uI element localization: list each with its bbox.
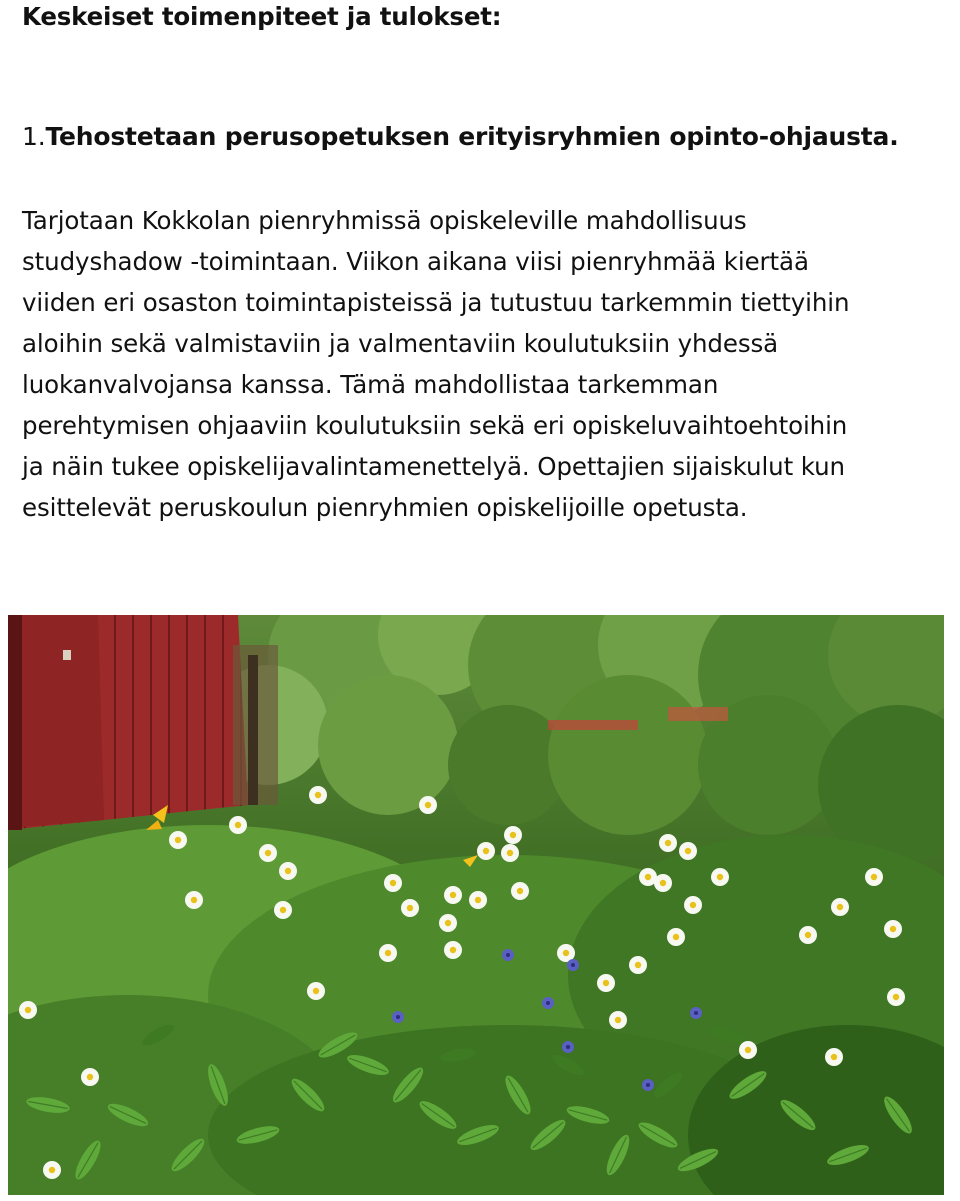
numbered-item [22,121,899,153]
paragraph-line: aloihin sekä valmistaviin ja valmentaviin koulutuksiin yhdessä [22,329,779,358]
page-heading: Keskeiset toimenpiteet ja tulokset: [22,2,502,31]
garden-photo [8,615,944,1195]
paragraph-line: Tarjotaan Kokkolan pienryhmissä opiskeleville mahdollisuus [22,206,747,235]
paragraph-line: ja näin tukee opiskelijavalintamenettelyä. Opettajien sijaiskulut kun [22,452,845,481]
paragraph-line: perehtymisen ohjaaviin koulutuksiin sekä eri opiskeluvaihtoehtoihin [22,411,848,440]
paragraph-line: esittelevät peruskoulun pienryhmien opiskelijoille opetusta. [22,493,748,522]
item-number: 1. [22,122,46,151]
description-paragraph [22,200,960,528]
paragraph-line: viiden eri osaston toimintapisteissä ja tutustuu tarkemmin tiettyihin [22,288,850,317]
item-title: Tehostetaan perusopetuksen erityisryhmien opinto-ohjausta. [45,122,899,151]
paragraph-line: luokanvalvojansa kanssa. Tämä mahdollistaa tarkemman [22,370,719,399]
paragraph-line: studyshadow -toimintaan. Viikon aikana viisi pienryhmää kiertää [22,247,809,276]
red-shed [8,615,278,830]
